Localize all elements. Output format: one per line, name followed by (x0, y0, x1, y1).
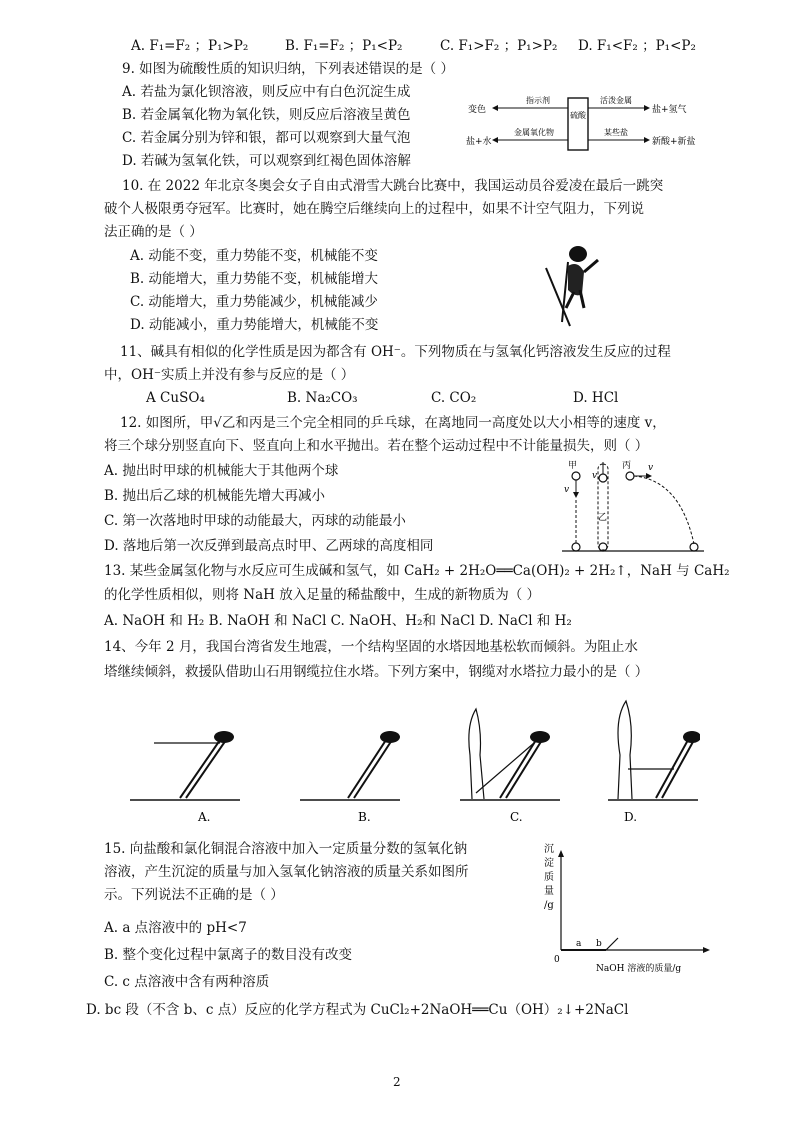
svg-text:指示剂: 指示剂 (526, 96, 550, 105)
chart-origin-label: 0 (554, 955, 560, 965)
q15-option-a: A. a 点溶液中的 pH<7 (104, 920, 247, 936)
q9-option-d: D. 若碱为氢氧化铁，可以观察到红褐色固体溶解 (122, 153, 411, 169)
three-balls-figure (560, 458, 706, 558)
q8-option-c: C. F₁>F₂ ；P₁>P₂ (440, 38, 558, 54)
svg-text:盐+氢气: 盐+氢气 (652, 105, 687, 115)
q15-option-c: C. c 点溶液中含有两种溶质 (104, 974, 270, 990)
q8-option-a: A. F₁=F₂ ；P₁>P₂ (131, 38, 249, 54)
svg-text:盐+水: 盐+水 (466, 137, 492, 147)
q15-line1: 15. 向盐酸和氯化铜混合溶液中加入一定质量分数的氢氧化钠 (104, 841, 468, 857)
svg-text:v: v (564, 485, 570, 495)
q9-option-c: C. 若金属分别为锌和银，都可以观察到大量气泡 (122, 130, 411, 146)
water-tower-options-figure (120, 695, 700, 830)
svg-text:C.: C. (510, 810, 523, 824)
chart-point-a: a (576, 939, 582, 949)
chart-ylabel-2: 淀 (544, 858, 554, 869)
q10-line3: 法正确的是（ ） (104, 224, 203, 240)
chart-ylabel-4: 量 (544, 886, 554, 897)
svg-text:丙: 丙 (622, 461, 632, 471)
svg-text:v: v (592, 471, 598, 481)
q12-option-b: B. 抛出后乙球的机械能先增大再减小 (104, 488, 326, 504)
skier-figure (538, 242, 608, 332)
q11-option-d: D. HCl (573, 390, 619, 406)
q15-line2: 溶液，产生沉淀的质量与加入氢氧化钠溶液的质量关系如图所 (104, 864, 469, 880)
q11-option-b: B. Na₂CO₃ (287, 390, 358, 406)
chart-ylabel-1: 沉 (544, 844, 554, 855)
q8-option-d: D. F₁<F₂ ；P₁<P₂ (578, 38, 696, 54)
q9-option-b: B. 若金属氧化物为氧化铁，则反应后溶液呈黄色 (122, 107, 411, 123)
svg-text:甲: 甲 (568, 461, 578, 471)
q11-line2: 中，OH⁻实质上并没有参与反应的是（ ） (104, 367, 355, 383)
sulfuric-acid-diagram (466, 90, 696, 158)
svg-text:新酸+新盐: 新酸+新盐 (652, 137, 696, 147)
chart-xlabel: NaOH 溶液的质量/g (596, 964, 682, 974)
q15-option-d: D. bc 段（不含 b、c 点）反应的化学方程式为 CuCl₂+2NaOH══Cu（OH）₂↓+2NaCl (86, 1002, 629, 1018)
q11-option-a: A CuSO₄ (146, 390, 205, 406)
svg-text:金属氧化物: 金属氧化物 (514, 128, 554, 137)
chart-ylabel-5: /g (544, 900, 554, 911)
q11-line1: 11、碱具有相似的化学性质是因为都含有 OH⁻。下列物质在与氢氧化钙溶液发生反应的过程 (120, 344, 671, 360)
svg-text:v: v (648, 463, 654, 473)
q10-line1: 10. 在 2022 年北京冬奥会女子自由式滑雪大跳台比赛中，我国运动员谷爱凌在最后一跳突 (122, 178, 664, 194)
q12-line1: 12. 如图所，甲√乙和丙是三个完全相同的乒乓球，在离地同一高度处以大小相等的速度 v， (120, 415, 666, 431)
svg-text:B.: B. (358, 810, 371, 824)
q11-option-c: C. CO₂ (431, 390, 477, 406)
q12-line2: 将三个球分别竖直向下、竖直向上和水平抛出。若在整个运动过程中不计能量损失，则（ ） (104, 438, 649, 454)
q13-line1: 13. 某些金属氢化物与水反应可生成碱和氢气，如 CaH₂ + 2H₂O══Ca(OH)₂ + 2H₂↑，NaH 与 CaH₂ (104, 563, 730, 579)
q14-line1: 14、今年 2 月，我国台湾省发生地震，一个结构坚固的水塔因地基松软而倾斜。为阻止水 (104, 639, 638, 655)
q12-option-a: A. 抛出时甲球的机械能大于其他两个球 (104, 463, 339, 479)
q10-option-c: C. 动能增大，重力势能减少，机械能减少 (130, 294, 378, 310)
q10-option-a: A. 动能不变，重力势能不变，机械能不变 (130, 248, 378, 264)
page-number: 2 (393, 1075, 401, 1089)
svg-text:A.: A. (198, 810, 211, 824)
q12-option-c: C. 第一次落地时甲球的动能最大，丙球的动能最小 (104, 513, 406, 529)
chart-line-rise (606, 938, 618, 950)
svg-text:变色: 变色 (468, 105, 487, 115)
q9-option-a: A. 若盐为氯化钡溶液，则反应中有白色沉淀生成 (122, 84, 411, 100)
q10-option-b: B. 动能增大，重力势能不变，机械能增大 (130, 271, 379, 287)
svg-text:某些盐: 某些盐 (604, 128, 628, 137)
precipitate-chart (536, 840, 716, 978)
diagram-center: 硫酸 (570, 111, 586, 120)
chart-ylabel-3: 质 (544, 872, 554, 883)
q12-option-d: D. 落地后第一次反弹到最高点时甲、乙两球的高度相同 (104, 538, 434, 554)
chart-point-b: b (596, 939, 602, 949)
q9-stem: 9. 如图为硫酸性质的知识归纳，下列表述错误的是（ ） (122, 61, 454, 77)
q8-option-b: B. F₁=F₂ ；P₁<P₂ (285, 38, 403, 54)
q10-line2: 破个人极限勇夺冠军。比赛时，她在腾空后继续向上的过程中，如果不计空气阻力，下列说 (104, 201, 644, 217)
q13-line2: 的化学性质相似，则将 NaH 放入足量的稀盐酸中，生成的新物质为（ ） (104, 587, 541, 603)
q13-options: A. NaOH 和 H₂ B. NaOH 和 NaCl C. NaOH、H₂和 NaCl D. NaCl 和 H₂ (104, 613, 572, 629)
svg-text:D.: D. (624, 810, 638, 824)
q10-option-d: D. 动能减小，重力势能增大，机械能不变 (130, 317, 379, 333)
q15-line3: 示。下列说法不正确的是（ ） (104, 887, 284, 903)
svg-text:活泼金属: 活泼金属 (600, 96, 632, 105)
svg-text:乙: 乙 (598, 513, 608, 523)
q14-line2: 塔继续倾斜，救援队借助山石用钢缆拉住水塔。下列方案中，钢缆对水塔拉力最小的是（ ） (104, 664, 649, 680)
q15-option-b: B. 整个变化过程中氯离子的数目没有改变 (104, 947, 353, 963)
